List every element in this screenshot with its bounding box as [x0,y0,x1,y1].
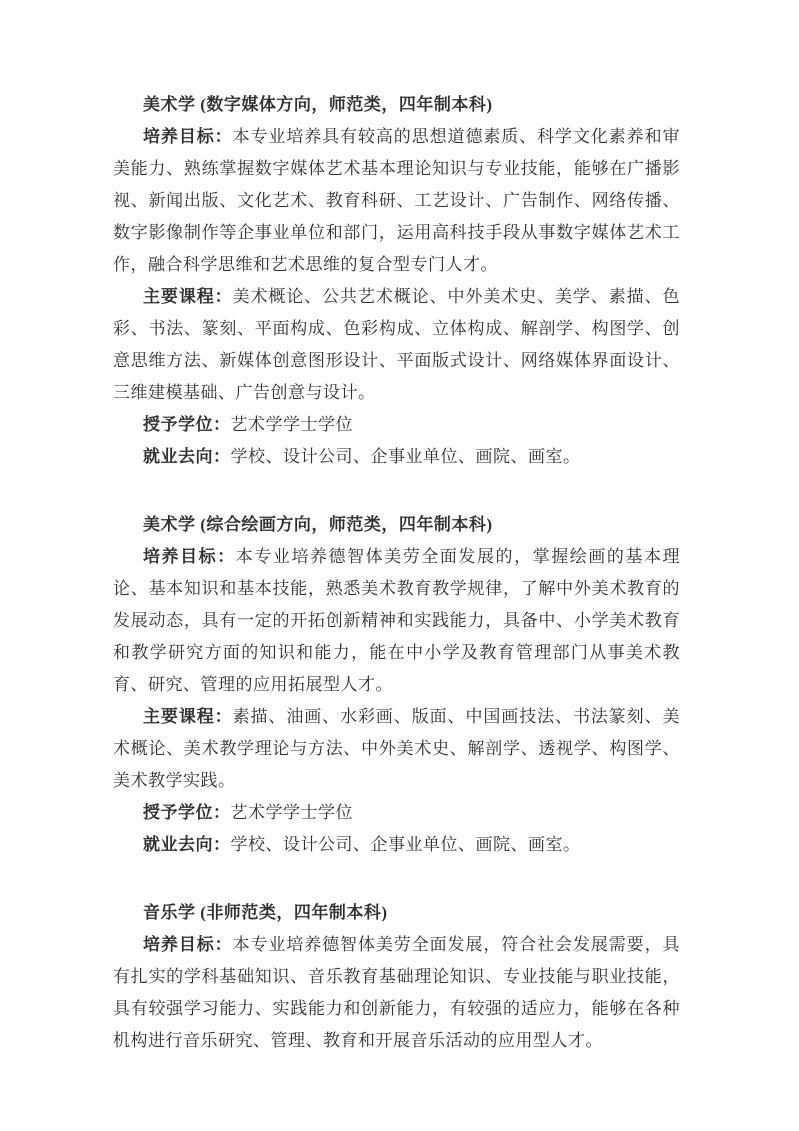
program-section-musicology [113,897,680,1057]
paragraph-label: 培养目标： [143,127,233,146]
paragraph-degree-awarded [113,409,680,441]
paragraph-label: 授予学位： [143,803,231,822]
paragraph-training-objectives [113,541,680,701]
paragraph-label: 就业去向： [143,447,231,466]
paragraph-label: 主要课程： [143,287,233,306]
paragraph-text: 本专业培养德智体美劳全面发展，符合社会发展需要，具有扎实的学科基础知识、音乐教育基础理论知识、专业技能与职业技能，具有较强学习能力、实践能力和创新能力，有较强的适应力，能够在各种机构进行音乐研究、管理、教育和开展音乐活动的应用型人才。 [113,935,681,1050]
paragraph-text: 学校、设计公司、企事业单位、画院、画室。 [230,835,581,854]
paragraph-text: 学校、设计公司、企事业单位、画院、画室。 [230,447,581,466]
paragraph-label: 就业去向： [143,835,231,854]
paragraph-main-courses [113,281,680,409]
paragraph-label: 授予学位： [143,415,231,434]
paragraph-text: 美术概论、公共艺术概论、中外美术史、美学、素描、色彩、书法、篆刻、平面构成、色彩构成、立体构成、解剖学、构图学、创意思维方法、新媒体创意图形设计、平面版式设计、网络媒体界面设计、三维建模基础、广告创意与设计。 [113,287,681,402]
paragraph-training-objectives [113,121,680,281]
paragraph-main-courses [113,701,680,797]
program-title: 美术学 (综合绘画方向，师范类，四年制本科) [143,515,493,534]
paragraph-text: 艺术学学士学位 [230,803,353,822]
paragraph-label: 主要课程： [143,707,233,726]
paragraph-text: 素描、油画、水彩画、版面、中国画技法、书法篆刻、美术概论、美术教学理论与方法、中外美术史、解剖学、透视学、构图学、美术教学实践。 [113,707,681,790]
paragraph-employment-direction [113,441,680,473]
paragraph-label: 培养目标： [143,547,236,566]
program-section-fine-arts-digital-media [113,89,680,473]
paragraph-degree-awarded [113,797,680,829]
paragraph-employment-direction [113,829,680,861]
program-title: 音乐学 (非师范类，四年制本科) [143,903,388,922]
paragraph-text: 艺术学学士学位 [230,415,353,434]
program-title: 美术学 (数字媒体方向，师范类，四年制本科) [143,95,493,114]
paragraph-training-objectives [113,929,680,1057]
paragraph-text: 本专业培养德智体美劳全面发展的，掌握绘画的基本理论、基本知识和基本技能，熟悉美术教育教学规律，了解中外美术教育的发展动态，具有一定的开拓创新精神和实践能力，具备中、小学美术教育和教学研究方面的知识和能力，能在中小学及教育管理部门从事美术教育、研究、管理的应用拓展型人才。 [113,547,681,694]
paragraph-text: 本专业培养具有较高的思想道德素质、科学文化素养和审美能力、熟练掌握数字媒体艺术基本理论知识与专业技能，能够在广播影视、新闻出版、文化艺术、教育科研、工艺设计、广告制作、网络传播、数字影像制作等企事业单位和部门，运用高科技手段从事数字媒体艺术工作，融合科学思维和艺术思维的复合型专门人才。 [113,127,681,274]
paragraph-label: 培养目标： [143,935,233,954]
program-section-fine-arts-comprehensive-painting [113,509,680,861]
